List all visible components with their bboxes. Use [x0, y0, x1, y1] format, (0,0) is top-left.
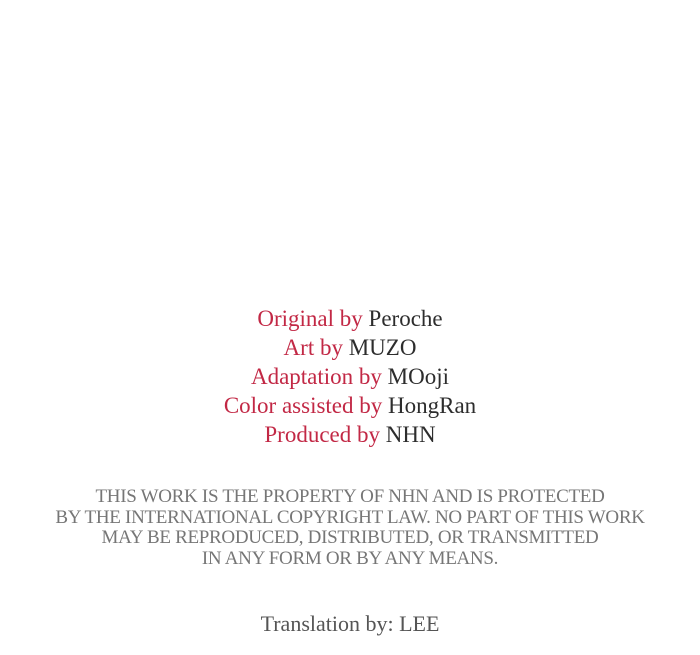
copyright-line: IN ANY FORM OR BY ANY MEANS. — [201, 547, 499, 569]
credit-role: Color assisted by — [223, 393, 389, 418]
translation-credit: Translation by: LEE — [260, 611, 440, 636]
credit-line — [0, 304, 700, 333]
copyright-notice — [0, 487, 700, 569]
credits-block — [0, 304, 700, 449]
copyright-line: THIS WORK IS THE PROPERTY OF NHN AND IS PROTECTED — [95, 486, 605, 507]
credit-line — [0, 391, 700, 420]
copyright-line: BY THE INTERNATIONAL COPYRIGHT LAW. NO PART OF THIS WORK — [55, 506, 645, 528]
credit-line — [0, 420, 700, 449]
credit-name: Peroche — [368, 306, 443, 331]
credit-role: Art by — [283, 335, 349, 360]
credit-name: HongRan — [388, 393, 477, 418]
credit-name: MUZO — [348, 335, 417, 360]
credit-role: Produced by — [264, 422, 386, 447]
credit-role: Adaptation by — [250, 364, 388, 389]
credit-line — [0, 362, 700, 391]
copyright-line: MAY BE REPRODUCED, DISTRIBUTED, OR TRANSMITTED — [101, 527, 599, 548]
credit-role: Original by — [257, 306, 369, 331]
credit-line — [0, 333, 700, 362]
credit-name: MOoji — [387, 364, 450, 389]
credit-name: NHN — [385, 422, 436, 447]
